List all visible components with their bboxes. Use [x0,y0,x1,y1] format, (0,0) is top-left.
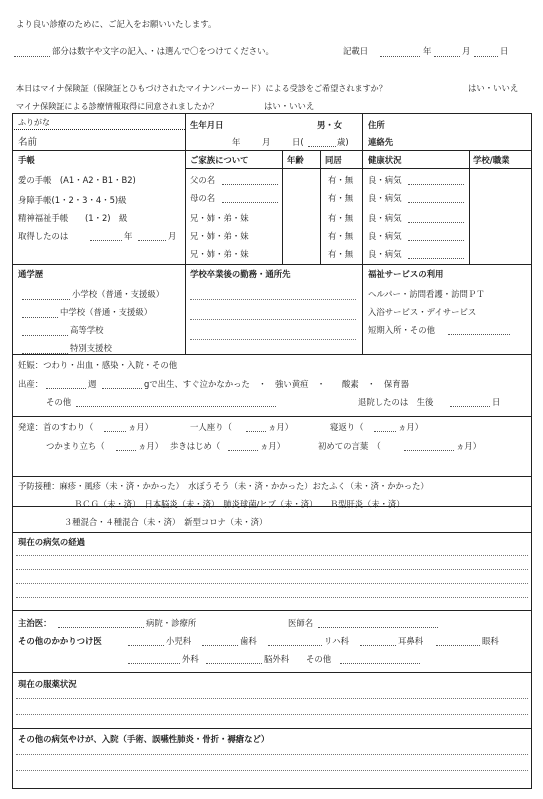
family-row-health[interactable]: 良・病気 [368,193,402,203]
dept-field[interactable] [202,645,238,646]
birth-day-unit: 日( [292,137,304,147]
hospital-label: 病院・診療所 [146,618,197,628]
birth-other-label: その他 [46,397,72,407]
family-school-header: 学校/職業 [473,155,510,165]
dept-field[interactable] [360,645,396,646]
dev-standing-label: つかまり立ち（ [46,441,105,451]
birth-label: 生年月日 [190,120,224,130]
age-unit: 歳) [337,137,349,147]
birth-weeks-unit: 週 [88,379,97,389]
education-title: 通学歴 [18,269,44,279]
family-row-health[interactable]: 良・病気 [368,249,402,259]
dev-rolling-field[interactable] [374,431,396,432]
dept-ophthalmology: 眼科 [482,636,499,646]
divider [185,264,186,354]
write-line[interactable] [16,555,528,556]
main-doctor-label: 主治医： [18,618,52,628]
acquired-year-unit: 年 [124,231,133,241]
name-label: 名前 [18,137,38,148]
family-row-cohabit[interactable]: 有・無 [328,231,354,241]
welfare-item[interactable]: 短期入所・その他 [368,325,435,335]
date-label: 記載日 [343,46,369,56]
dept-other: その他 [306,654,332,664]
dev-sitting-field[interactable] [246,431,266,432]
education-school-field[interactable] [22,317,58,318]
birth-year-unit: 年 [232,137,241,147]
dev-months-unit: ヵ月） [128,422,154,432]
contact-label: 連絡先 [368,137,394,147]
write-line[interactable] [16,569,528,570]
vaccine-line-1[interactable]: 予防接種：麻疹・風疹（未・済・かかった） 水ぼうそう（未・済・かかった）おたふく（未・済・かかった） [18,481,429,491]
dev-sitting-label: 一人座り（ [190,422,232,432]
divider [12,416,532,417]
education-item[interactable]: 特別支援校 [70,343,112,353]
family-row-relation[interactable]: 兄・姉・弟・妹 [190,231,249,241]
education-item[interactable]: 小学校（普通・支援級） [72,289,165,299]
dept-other-field[interactable] [340,663,420,664]
other-doctors-label: その他のかかりつけ医 [18,636,102,646]
medication-title: 現在の服薬状況 [18,679,77,689]
date-day-unit: 日 [500,46,509,56]
family-row-cohabit[interactable]: 有・無 [328,213,354,223]
dev-rolling-label: 寝返り（ [330,422,364,432]
handbook-shintai[interactable]: 身障手帳(1・2・3・4・5)級 [18,195,127,205]
date-month-field[interactable] [434,56,460,57]
family-row-cohabit[interactable]: 有・無 [328,249,354,259]
mynumber-answer-2[interactable]: はい・いいえ [264,101,315,111]
after-school-title: 学校卒業後の勤務・通所先 [190,269,291,279]
dept-surgery: 外科 [182,654,199,664]
dept-field[interactable] [128,645,164,646]
write-line[interactable] [190,319,356,320]
family-row-health[interactable]: 良・病気 [368,213,402,223]
acquired-month-unit: 月 [168,231,177,241]
discharge-day-unit: 日 [492,397,501,407]
education-school-field[interactable] [22,353,68,354]
divider [12,532,532,533]
dev-walking-label: 歩きはじめ（ [170,441,221,451]
mynumber-question-2: マイナ保険証による診療情報取得に同意されましたか？ [16,101,219,111]
write-line[interactable] [16,714,528,715]
family-health-field[interactable] [408,202,464,203]
acquired-year-field[interactable] [90,240,122,241]
birth-weight-field[interactable] [102,388,142,389]
family-name-field[interactable] [222,184,278,185]
family-row-health[interactable]: 良・病気 [368,231,402,241]
family-age-header: 年齢 [287,155,304,165]
write-line[interactable] [190,339,356,340]
family-header: ご家族について [190,155,249,165]
hospital-field[interactable] [58,627,144,628]
form-instruction: 部分は数字や文字の記入、・は選んで〇をつけてください。 [52,46,274,56]
divider [12,476,532,477]
dept-field[interactable] [128,663,180,664]
blank-sample [14,56,50,57]
dept-ent: 耳鼻科 [398,636,424,646]
family-health-field[interactable] [408,184,464,185]
education-item[interactable]: 中学校（普通・支援級） [60,307,153,317]
dev-words-label: 初めての言葉 （ [318,441,381,451]
divider [12,129,185,130]
dev-walking-field[interactable] [228,450,258,451]
address-label: 住所 [368,120,385,130]
birth-month-unit: 月 [262,137,271,147]
welfare-other-field[interactable] [448,334,510,335]
family-health-field[interactable] [408,258,464,259]
dev-standing-field[interactable] [116,450,136,451]
education-school-field[interactable] [22,335,68,336]
family-health-field[interactable] [408,240,464,241]
discharge-label: 退院したのは 生後 [358,397,434,407]
doctor-name-field[interactable] [318,627,438,628]
family-row-relation[interactable]: 兄・姉・弟・妹 [190,249,249,259]
form-intro: より良い診療のために、ご記入をお願いいたします。 [16,19,217,29]
dept-pediatrics: 小児科 [166,636,192,646]
family-row-relation[interactable]: 兄・姉・弟・妹 [190,213,249,223]
divider [12,264,532,265]
family-row-cohabit[interactable]: 有・無 [328,193,354,203]
furigana-label: ふりがな [18,118,50,127]
education-item[interactable]: 高等学校 [70,325,104,335]
divider [185,168,532,169]
birth-label: 出産： [18,379,44,389]
dev-months-unit: ヵ月） [138,441,164,451]
divider [362,264,363,354]
dept-field[interactable] [206,663,262,664]
age-field[interactable] [308,146,336,147]
write-line[interactable] [16,597,528,598]
pregnancy-line[interactable]: 妊娠：つわり・出血・感染・入院・その他 [18,360,178,370]
handbook-acquired: 取得したのは [18,231,69,241]
family-row-health[interactable]: 良・病気 [368,175,402,185]
family-cohabit-header: 同居 [325,155,342,165]
discharge-day-field[interactable] [450,406,490,407]
write-line[interactable] [16,583,528,584]
dept-neurosurgery: 脳外科 [264,654,290,664]
doctor-name-label: 医師名 [288,618,314,628]
dev-neck-label: 発達：首のすわり（ [18,422,94,432]
birth-other-field[interactable] [76,406,276,407]
vaccine-line-2[interactable]: ＢＣＧ（未・済） 日本脳炎（未・済） 肺炎球菌/ヒブ（未・済） Ｂ型肝炎（未・済） [74,499,405,509]
dept-field[interactable] [268,645,322,646]
date-year-field[interactable] [380,56,420,57]
write-line[interactable] [16,754,528,755]
birth-weeks-field[interactable] [46,388,86,389]
write-line[interactable] [190,299,356,300]
date-year-unit: 年 [423,46,432,56]
education-school-field[interactable] [22,299,70,300]
family-name-field[interactable] [222,202,278,203]
mynumber-question-1: 本日はマイナ保険証（保険証とひもづけされたマイナンバーカード）による受診をご希望されますか？ [16,83,387,93]
current-illness-title: 現在の病気の経過 [18,537,85,547]
vaccine-line-3[interactable]: ３種混合・４種混合（未・済） 新型コロナ（未・済） [64,517,268,527]
handbook-ryouiku[interactable]: 愛の手帳 (A1・A2・B1・B2) [18,175,136,185]
family-row-relation: 父の名 [190,175,216,185]
mynumber-answer-1[interactable]: はい・いいえ [468,83,519,93]
divider [12,728,532,729]
dev-months-unit: ヵ月） [268,422,294,432]
welfare-title: 福祉サービスの利用 [368,269,444,279]
other-illness-title: その他の病気やけが、入院（手術、誤嚥性肺炎・骨折・褥瘡など） [18,734,270,744]
family-health-header: 健康状況 [368,155,402,165]
dept-field[interactable] [436,645,480,646]
write-line[interactable] [16,698,528,699]
divider [12,150,532,151]
dev-months-unit: ヵ月） [398,422,424,432]
dev-months-unit: ヵ月） [260,441,286,451]
divider [12,672,532,673]
dev-words-field[interactable] [404,450,454,451]
divider [12,610,532,611]
dept-rehab: リハ科 [324,636,349,646]
birth-conditions[interactable]: gで出生、すぐ泣かなかった ・ 強い黄疸 ・ 酸素 ・ 保育器 [144,379,409,389]
dev-neck-field[interactable] [104,431,126,432]
handbook-seishin[interactable]: 精神福祉手帳 (1・2) 級 [18,213,128,223]
divider [185,113,186,264]
write-line[interactable] [16,770,528,771]
gender-select[interactable]: 男・女 [317,120,343,130]
divider [362,113,363,264]
date-day-field[interactable] [474,56,498,57]
acquired-month-field[interactable] [138,240,166,241]
dept-dental: 歯科 [240,636,257,646]
family-row-cohabit[interactable]: 有・無 [328,175,354,185]
welfare-item[interactable]: ヘルパー・訪問看護・訪問ＰＴ [368,289,485,299]
date-month-unit: 月 [462,46,471,56]
divider [12,354,532,355]
handbook-title: 手帳 [18,155,35,165]
family-health-field[interactable] [408,222,464,223]
welfare-item[interactable]: 入浴サービス・デイサービス [368,307,477,317]
dev-months-unit: ヵ月） [456,441,482,451]
family-row-relation: 母の名 [190,193,216,203]
